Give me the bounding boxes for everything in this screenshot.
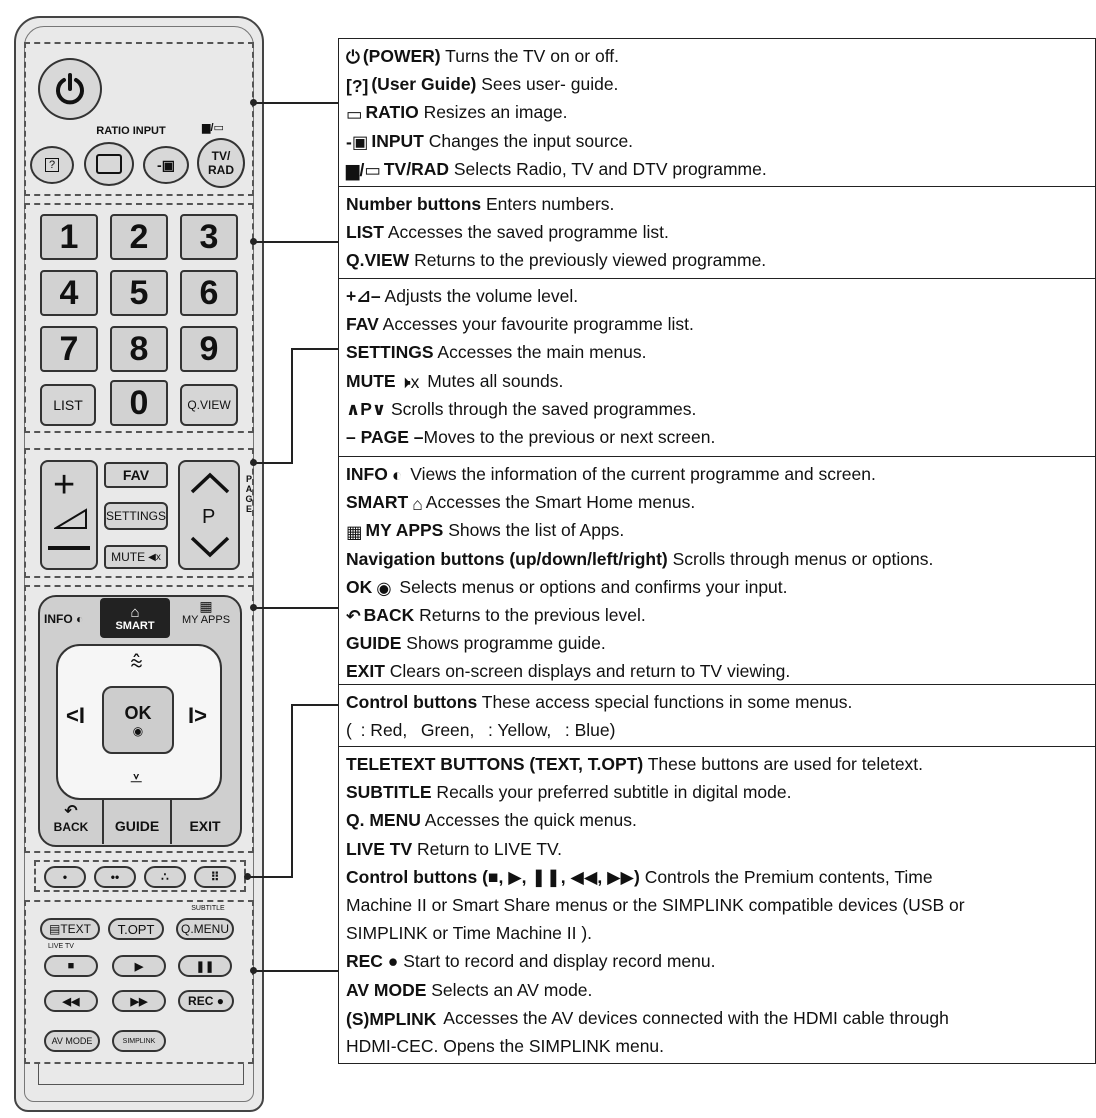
nav-bottom-divider-2 — [170, 800, 172, 844]
input-button[interactable] — [143, 146, 189, 184]
description-text: These buttons are used for teletext. — [643, 754, 924, 774]
number-button-7[interactable]: 7 — [40, 326, 98, 372]
my-apps-label: MY APPS — [181, 614, 231, 626]
description-line — [346, 1004, 949, 1033]
tv-rad-label-2: RAD — [208, 163, 234, 177]
volume-rocker[interactable] — [40, 460, 98, 570]
description-term: (User Guide) — [371, 74, 477, 95]
description-term: MUTE — [346, 370, 396, 391]
description-text: Moves to the previous or next screen. — [423, 427, 716, 447]
fast-forward-button[interactable]: ▶▶ — [112, 990, 166, 1012]
description-line — [346, 835, 562, 863]
description-term: SUBTITLE — [346, 782, 432, 803]
home-icon: ⌂ — [412, 493, 423, 514]
description-term: Control buttons (■, ▶, ❚❚, ◀◀, ▶▶) — [346, 866, 640, 887]
info-label: INFO — [44, 612, 73, 626]
apps-icon: ▦ — [199, 598, 213, 614]
description-line — [346, 460, 876, 489]
description-text: SIMPLINK or Time Machine II ). — [346, 923, 593, 944]
page-vertical-label: PAGE — [245, 474, 253, 514]
description-section-3 — [338, 278, 1096, 456]
description-line — [346, 338, 647, 366]
mute-label: MUTE — [111, 550, 146, 564]
topt-button[interactable]: T.OPT — [108, 918, 164, 940]
tv-rad-small-icon: ▆/▭ — [202, 122, 224, 134]
description-term: AV MODE — [346, 979, 427, 1000]
description-term: LIST — [346, 222, 384, 243]
tv-rad-button[interactable] — [197, 138, 245, 188]
volume-up-icon: + — [53, 464, 76, 506]
red-button[interactable]: • — [44, 866, 86, 888]
remote-bottom-outline — [38, 1064, 244, 1085]
yellow-button[interactable]: ∴ — [144, 866, 186, 888]
smart-button[interactable] — [100, 598, 170, 638]
description-text: Views the information of the current programme and screen. — [405, 464, 876, 484]
description-line — [346, 246, 766, 274]
description-line — [346, 367, 563, 396]
text-label: TEXT — [60, 922, 91, 936]
back-icon: ↶ — [346, 606, 361, 627]
description-text: These access special functions in some menus. — [477, 692, 853, 712]
description-line — [346, 1032, 664, 1060]
description-term: ∧P∨ — [346, 398, 387, 419]
description-line — [346, 629, 606, 657]
back-label: BACK — [53, 820, 89, 834]
nav-up-button[interactable]: ⩯ — [130, 650, 143, 675]
number-button-4[interactable]: 4 — [40, 270, 98, 316]
info-icon: ◐ — [391, 465, 403, 486]
description-text: Accesses the Smart Home menus. — [425, 492, 696, 513]
leader-line-3a — [254, 462, 292, 464]
description-text: Sees user- guide. — [476, 74, 619, 95]
description-term: EXIT — [346, 661, 385, 682]
user-guide-icon: ? — [45, 158, 59, 172]
exit-button[interactable]: EXIT — [189, 818, 221, 834]
leader-line-2 — [254, 241, 338, 243]
description-line — [346, 70, 618, 99]
description-term: Q. MENU — [346, 810, 421, 831]
program-down-icon — [190, 536, 230, 558]
mute-button[interactable] — [104, 545, 168, 569]
fav-button[interactable]: FAV — [104, 462, 168, 488]
description-term: (POWER) — [362, 46, 441, 66]
settings-button[interactable]: SETTINGS — [104, 502, 168, 530]
description-text: Enters numbers. — [481, 194, 615, 214]
mute-icon: 🕨x — [399, 371, 420, 392]
description-text: Scrolls through the saved programmes. — [386, 398, 697, 419]
description-section-1 — [338, 38, 1096, 186]
ok-button[interactable] — [102, 686, 174, 754]
description-text: Machine II or Smart Share menus or the SIMPLINK compatible devices (USB or — [346, 895, 965, 915]
description-text: Accesses the main menus. — [433, 342, 647, 363]
leader-line-1 — [254, 102, 338, 104]
description-text: Shows programme guide. — [401, 633, 606, 654]
back-button[interactable] — [44, 804, 98, 834]
description-line — [346, 863, 933, 891]
number-button-3[interactable]: 3 — [180, 214, 238, 260]
leader-line-5a — [248, 876, 292, 878]
ratio-button[interactable] — [84, 142, 134, 186]
description-text: Accesses the saved programme list. — [383, 222, 669, 243]
description-line — [346, 601, 646, 630]
leader-line-4 — [254, 607, 338, 609]
simplink-icon: (S)MPLINK — [346, 1009, 437, 1030]
description-text: Accesses the quick menus. — [420, 810, 637, 831]
ratio-icon — [96, 154, 122, 174]
description-text: Return to LIVE TV. — [412, 838, 562, 859]
description-line — [346, 42, 619, 71]
info-button[interactable] — [44, 612, 83, 626]
description-term: INPUT — [371, 130, 424, 151]
program-up-icon — [190, 472, 230, 494]
ratio-input-label: RATIO INPUT — [96, 125, 166, 137]
number-button-1[interactable]: 1 — [40, 214, 98, 260]
description-text: Clears on-screen displays and return to TV viewing. — [384, 661, 791, 682]
volume-icon — [54, 508, 88, 530]
back-icon: ↶ — [64, 803, 78, 820]
number-button-0[interactable]: 0 — [110, 380, 168, 426]
text-button[interactable]: ▤ TEXT — [40, 918, 100, 940]
description-text: Resizes an image. — [418, 102, 568, 123]
subtitle-label: SUBTITLE — [191, 905, 225, 912]
description-text: Selects Radio, TV and DTV programme. — [449, 158, 767, 179]
user-guide-icon: [?] — [346, 75, 369, 96]
apps-icon: ▦ — [346, 521, 363, 542]
description-text: Adjusts the volume level. — [380, 286, 579, 306]
guide-button[interactable]: GUIDE — [114, 818, 160, 834]
simplink-button[interactable]: SIMPLINK — [112, 1030, 166, 1052]
description-line — [346, 919, 592, 947]
number-button-5[interactable]: 5 — [110, 270, 168, 316]
description-line — [346, 282, 578, 310]
description-term: SETTINGS — [346, 342, 434, 363]
description-term: TV/RAD — [383, 158, 449, 179]
power-icon — [53, 72, 87, 106]
input-icon: -▣ — [346, 131, 369, 152]
description-text: Scrolls through menus or options. — [667, 548, 934, 569]
number-button-6[interactable]: 6 — [180, 270, 238, 316]
description-term: Control buttons — [346, 692, 478, 712]
description-line — [346, 750, 923, 778]
description-line — [346, 657, 790, 685]
rec-button[interactable]: REC ● — [178, 990, 234, 1012]
description-term: REC ● — [346, 951, 399, 972]
description-line — [346, 891, 965, 919]
user-guide-button[interactable] — [30, 146, 74, 184]
tv-rad-icon: ▆/▭ — [346, 160, 381, 181]
description-term: BACK — [363, 605, 415, 625]
home-icon: ⌂ — [130, 603, 140, 621]
description-line — [346, 947, 716, 975]
my-apps-button[interactable] — [176, 598, 236, 626]
live-tv-label: LIVE TV — [48, 943, 74, 950]
description-line — [346, 488, 695, 517]
pause-button[interactable]: ❚❚ — [178, 955, 232, 977]
description-line — [346, 127, 633, 156]
number-button-2[interactable]: 2 — [110, 214, 168, 260]
mute-icon: ◀x — [148, 551, 161, 563]
description-text: ( : Red, Green, : Yellow, : Blue) — [346, 720, 616, 741]
stop-button[interactable]: ■ — [44, 955, 98, 977]
number-button-9[interactable]: 9 — [180, 326, 238, 372]
description-line — [346, 516, 624, 545]
number-button-8[interactable]: 8 — [110, 326, 168, 372]
blue-button[interactable]: ⠿ — [194, 866, 236, 888]
nav-down-button[interactable]: ⩡ — [130, 766, 143, 791]
leader-line-3b — [291, 348, 293, 464]
leader-line-5b — [291, 704, 293, 878]
nav-left-button[interactable]: <I — [66, 703, 85, 728]
description-line — [346, 545, 933, 573]
description-line — [346, 716, 615, 744]
description-text: Recalls your preferred subtitle in digital mode. — [431, 782, 792, 803]
description-text: Accesses the AV devices connected with the HDMI cable through — [439, 1007, 949, 1028]
description-term: +⊿– — [346, 286, 381, 306]
smart-label: SMART — [115, 619, 155, 632]
ok-icon: ◉ — [132, 723, 144, 738]
description-text: Returns to the previously viewed programme. — [409, 250, 767, 271]
description-term: GUIDE — [346, 633, 402, 654]
description-term: MY APPS — [365, 520, 444, 541]
description-line — [346, 395, 696, 423]
description-section-4 — [338, 456, 1096, 684]
leader-line-6 — [254, 970, 338, 972]
play-button[interactable]: ▶ — [112, 955, 166, 977]
description-text: Selects an AV mode. — [426, 979, 593, 1000]
description-term: OK — [346, 576, 373, 597]
description-term: – PAGE – — [346, 427, 424, 447]
ratio-icon: ▭ — [346, 103, 363, 124]
description-line — [346, 573, 788, 602]
nav-bottom-divider — [102, 800, 104, 844]
ok-icon: ◉ — [376, 578, 392, 599]
qview-button[interactable]: Q.VIEW — [180, 384, 238, 426]
description-text: Shows the list of Apps. — [443, 520, 625, 541]
nav-right-button[interactable]: I> — [188, 703, 207, 728]
qmenu-button[interactable]: Q.MENU — [176, 918, 234, 940]
description-text: Returns to the previous level. — [414, 605, 646, 625]
list-button[interactable]: LIST — [40, 384, 96, 426]
description-line — [346, 190, 614, 218]
description-line — [346, 423, 715, 451]
description-text: Selects menus or options and confirms your input. — [394, 576, 788, 597]
description-term: FAV — [346, 314, 379, 335]
description-text: Start to record and display record menu. — [398, 951, 716, 972]
program-rocker[interactable] — [178, 460, 240, 570]
description-text: Turns the TV on or off. — [440, 46, 619, 66]
description-text: Changes the input source. — [423, 130, 634, 151]
description-text: Accesses your favourite programme list. — [378, 314, 694, 335]
description-term: SMART — [346, 492, 409, 513]
description-section-5 — [338, 684, 1096, 746]
description-line — [346, 98, 568, 127]
description-line — [346, 806, 637, 834]
ok-label: OK — [124, 702, 152, 723]
description-line — [346, 688, 852, 716]
description-section-6 — [338, 746, 1096, 1064]
description-term: INFO — [346, 464, 388, 484]
power-button[interactable] — [38, 58, 102, 120]
description-term: Q.VIEW — [346, 250, 410, 271]
description-text: Controls the Premium contents, Time — [639, 866, 933, 887]
tv-rad-label-1: TV/ — [211, 149, 231, 163]
description-term: RATIO — [365, 102, 419, 123]
volume-down-icon — [48, 546, 90, 550]
program-label: P — [202, 506, 216, 528]
description-text: Mutes all sounds. — [422, 370, 564, 391]
leader-line-5c — [291, 704, 338, 706]
description-term: Navigation buttons (up/down/left/right) — [346, 548, 668, 569]
input-icon: -▣ — [157, 156, 175, 173]
power-icon: ⏻ — [346, 47, 360, 68]
description-line — [346, 976, 592, 1004]
description-section-2 — [338, 186, 1096, 278]
description-line — [346, 155, 767, 184]
rewind-button[interactable]: ◀◀ — [44, 990, 98, 1012]
rec-label: REC — [188, 994, 214, 1008]
description-line — [346, 778, 791, 806]
description-line — [346, 218, 669, 246]
green-button[interactable]: •• — [94, 866, 136, 888]
description-term: TELETEXT BUTTONS (TEXT, T.OPT) — [346, 754, 644, 774]
info-icon: ◐ — [76, 612, 84, 626]
description-line — [346, 310, 694, 338]
description-text: HDMI-CEC. Opens the SIMPLINK menu. — [346, 1036, 665, 1056]
description-term: Number buttons — [346, 194, 482, 214]
av-mode-button[interactable]: AV MODE — [44, 1030, 100, 1052]
leader-line-3c — [291, 348, 338, 350]
description-term: LIVE TV — [346, 838, 413, 859]
